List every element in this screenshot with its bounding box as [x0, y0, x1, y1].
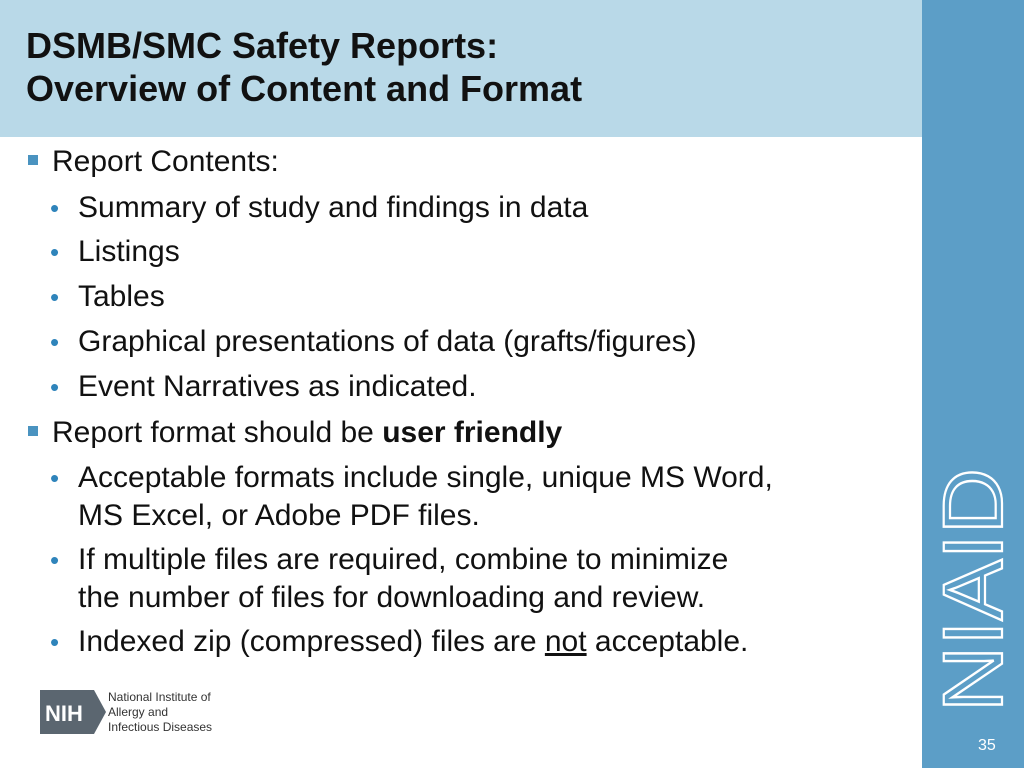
- list-item-line: Acceptable formats include single, unique MS Word,: [78, 461, 773, 494]
- institute-name-line-1: National Institute of: [108, 690, 211, 704]
- institute-name-line-3: Infectious Diseases: [108, 720, 213, 734]
- list-item-line: the number of files for downloading and review.: [78, 581, 706, 614]
- slide-title-line-2: Overview of Content and Format: [26, 68, 583, 109]
- page-number: 35: [978, 737, 996, 754]
- list-item-line: If multiple files are required, combine to minimize: [78, 543, 729, 576]
- bullet-dot-icon: •: [50, 193, 60, 223]
- section-1-heading: Report Contents:: [52, 145, 279, 178]
- section-2-heading-emphasis: user friendly: [382, 416, 563, 449]
- list-item-line: MS Excel, or Adobe PDF files.: [78, 499, 480, 532]
- bullet-dot-icon: •: [50, 237, 60, 267]
- bullet-dot-icon: •: [50, 627, 60, 657]
- niaid-logo-text: NIAID: [926, 487, 1020, 712]
- bullet-dot-icon: •: [50, 463, 60, 493]
- bullet-dot-icon: •: [50, 372, 60, 402]
- nih-logo-icon: [40, 690, 106, 734]
- list-item-suffix: acceptable.: [586, 625, 749, 658]
- section-2-heading-prefix: Report format should be: [52, 416, 383, 449]
- institute-name: [108, 690, 212, 735]
- list-item: Listings: [78, 235, 180, 268]
- list-item-underlined: not: [544, 625, 587, 658]
- list-item: [78, 623, 748, 661]
- niaid-logo: [926, 460, 1020, 720]
- institute-name-line-2: Allergy and: [108, 705, 169, 719]
- list-item: Event Narratives as indicated.: [78, 370, 477, 403]
- bullet-dot-icon: •: [50, 282, 60, 312]
- bullet-dot-icon: •: [50, 327, 60, 357]
- list-item-prefix: Indexed zip (compressed) files are: [78, 625, 545, 658]
- bullet-dot-icon: •: [50, 545, 60, 575]
- nih-logo-text: NIH: [45, 701, 83, 726]
- list-item: Tables: [78, 280, 165, 313]
- list-item: Summary of study and findings in data: [78, 191, 589, 224]
- square-bullet-icon: [28, 155, 38, 165]
- slide-title-line-1: DSMB/SMC Safety Reports:: [26, 25, 499, 66]
- section-2-heading: [52, 414, 562, 452]
- list-item: Graphical presentations of data (grafts/figures): [78, 325, 697, 358]
- square-bullet-icon: [28, 426, 38, 436]
